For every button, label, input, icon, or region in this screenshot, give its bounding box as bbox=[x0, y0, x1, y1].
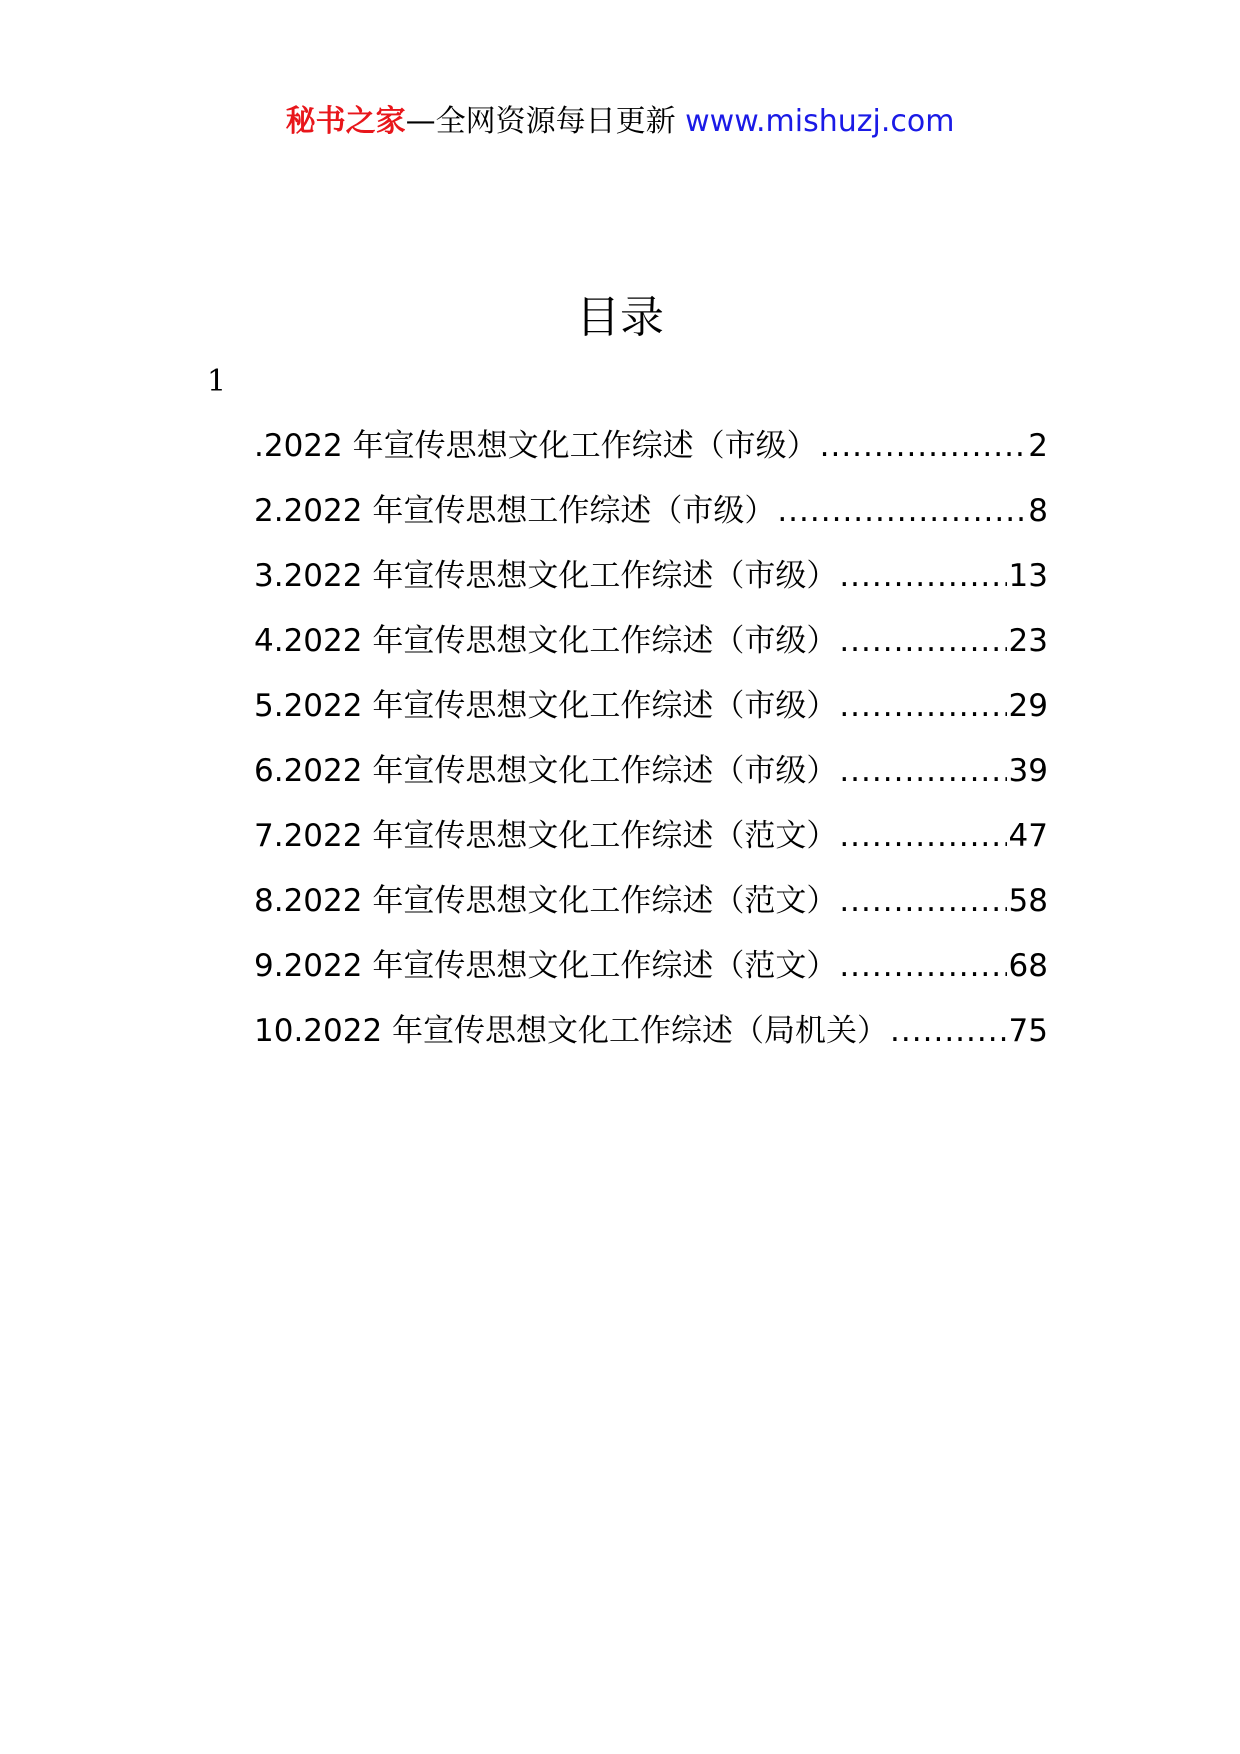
toc-entry-page: 68 bbox=[1008, 948, 1048, 984]
toc-entry-page: 75 bbox=[1008, 1013, 1048, 1049]
toc-entry[interactable] bbox=[254, 424, 1048, 489]
header-tagline: —全网资源每日更新 bbox=[405, 104, 686, 139]
dot-leader bbox=[890, 1009, 1007, 1053]
toc-entry[interactable] bbox=[254, 944, 1048, 1009]
toc-entry-title: .2022 年宣传思想文化工作综述（市级） bbox=[254, 428, 818, 464]
toc-entry-title: 8.2022 年宣传思想文化工作综述（范文） bbox=[254, 883, 838, 919]
toc-entry-page: 13 bbox=[1008, 558, 1048, 594]
toc-entry-title: 5.2022 年宣传思想文化工作综述（市级） bbox=[254, 688, 838, 724]
toc-entry-title: 9.2022 年宣传思想文化工作综述（范文） bbox=[254, 948, 838, 984]
toc-entry[interactable] bbox=[254, 684, 1048, 749]
toc-entry[interactable] bbox=[254, 879, 1048, 944]
dot-leader bbox=[839, 944, 1006, 988]
toc-entry[interactable] bbox=[254, 619, 1048, 684]
dot-leader bbox=[839, 554, 1006, 598]
brand-name: 秘书之家 bbox=[285, 104, 406, 139]
toc-entry-page: 23 bbox=[1008, 623, 1048, 659]
page-title: 目录 bbox=[576, 292, 664, 343]
toc-entry-title: 10.2022 年宣传思想文化工作综述（局机关） bbox=[254, 1013, 889, 1049]
toc-entry[interactable] bbox=[254, 1009, 1048, 1074]
toc-entry-page: 29 bbox=[1008, 688, 1048, 724]
toc-entry[interactable] bbox=[254, 554, 1048, 619]
dot-leader bbox=[820, 424, 1027, 468]
toc-entry-page: 58 bbox=[1008, 883, 1048, 919]
page-header bbox=[0, 102, 1240, 142]
toc-entry-page: 2 bbox=[1028, 428, 1048, 464]
toc-entry[interactable] bbox=[254, 814, 1048, 879]
toc-entry-title: 4.2022 年宣传思想文化工作综述（市级） bbox=[254, 623, 838, 659]
dot-leader bbox=[839, 749, 1006, 793]
toc-entry[interactable] bbox=[254, 489, 1048, 554]
toc-entry-title: 2.2022 年宣传思想工作综述（市级） bbox=[254, 493, 776, 529]
toc-entry-title: 3.2022 年宣传思想文化工作综述（市级） bbox=[254, 558, 838, 594]
dot-leader bbox=[839, 619, 1006, 663]
toc-entry-page: 47 bbox=[1008, 818, 1048, 854]
toc-entry-page: 8 bbox=[1028, 493, 1048, 529]
toc-entry-title: 7.2022 年宣传思想文化工作综述（范文） bbox=[254, 818, 838, 854]
dot-leader bbox=[777, 489, 1026, 533]
list-number: 1 bbox=[207, 364, 227, 399]
toc-entry-page: 39 bbox=[1008, 753, 1048, 789]
dot-leader bbox=[839, 879, 1006, 923]
dot-leader bbox=[839, 684, 1006, 728]
toc-entry-title: 6.2022 年宣传思想文化工作综述（市级） bbox=[254, 753, 838, 789]
table-of-contents bbox=[254, 424, 1048, 1074]
dot-leader bbox=[839, 814, 1006, 858]
toc-entry[interactable] bbox=[254, 749, 1048, 814]
website-link[interactable]: www.mishuzj.com bbox=[685, 104, 955, 139]
